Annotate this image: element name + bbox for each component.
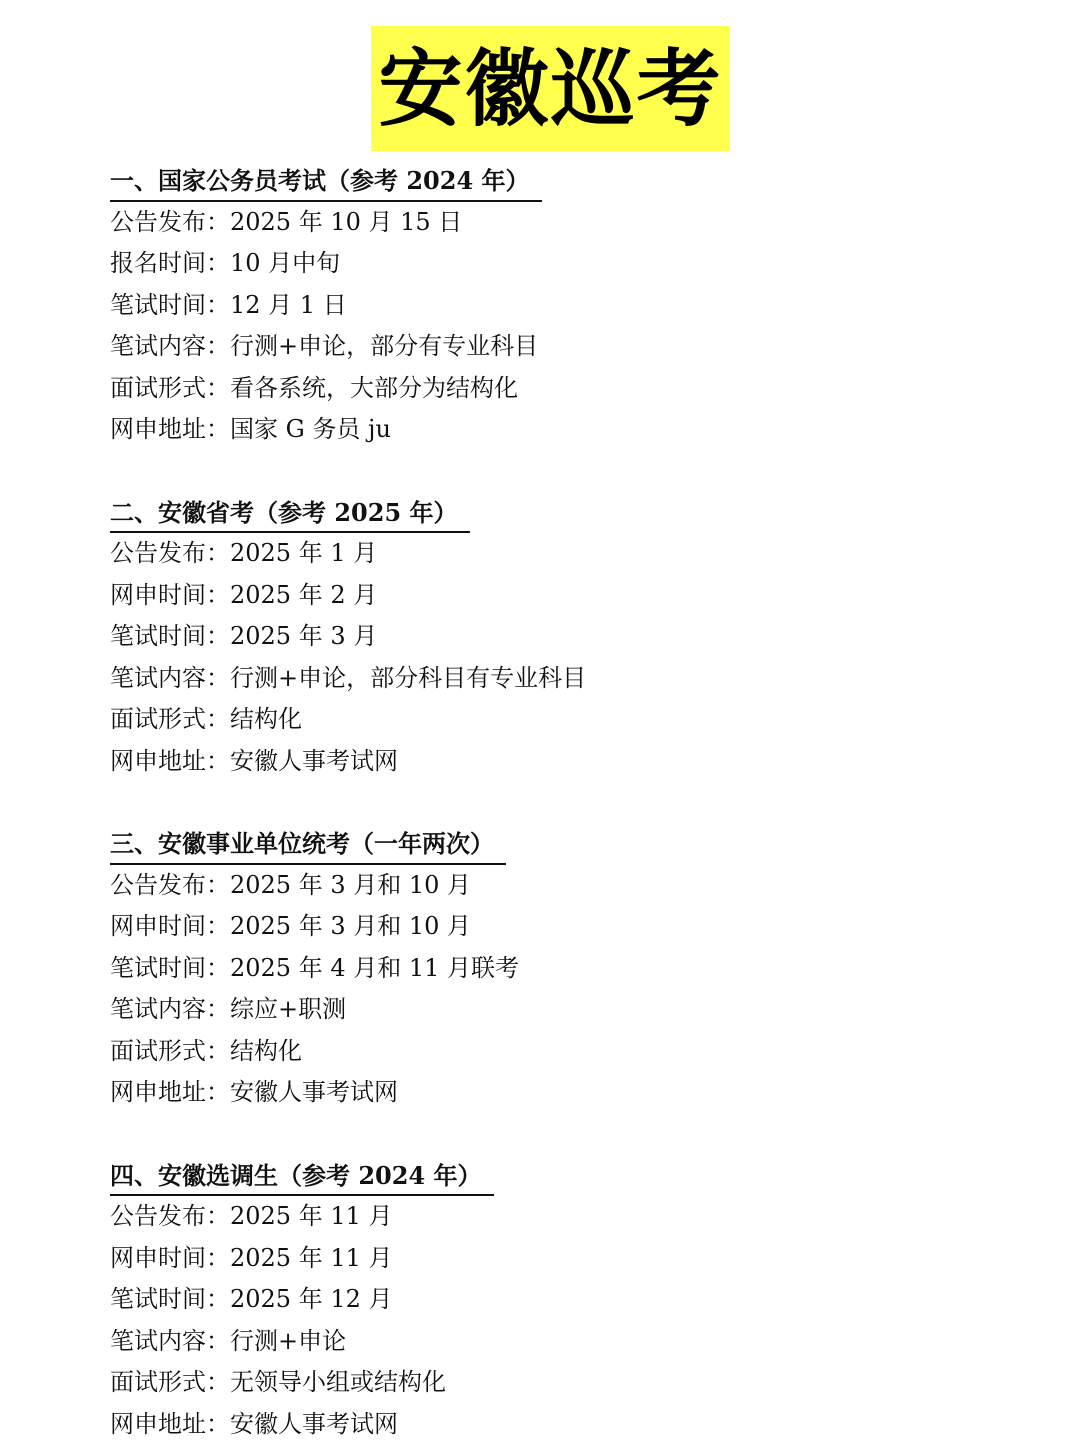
row-value: 10 月中旬 (230, 249, 340, 277)
row-value: 安徽人事考试网 (230, 1078, 398, 1106)
row-value: 2025 年 3 月 (230, 622, 377, 650)
info-row (110, 865, 1050, 907)
row-value: 国家 G 务员 ju (230, 415, 391, 443)
row-label: 网申时间： (110, 1244, 230, 1272)
row-label: 网申地址： (110, 747, 230, 775)
row-value: 行测+申论，部分科目有专业科目 (230, 664, 586, 692)
row-label: 笔试内容： (110, 1327, 230, 1355)
info-row (110, 1404, 1050, 1445)
page-title: 安徽巡考 (378, 47, 722, 131)
info-row (110, 616, 1050, 658)
row-value: 2025 年 2 月 (230, 581, 377, 609)
row-label: 面试形式： (110, 705, 230, 733)
row-label: 笔试内容： (110, 332, 230, 360)
row-label: 笔试时间： (110, 1285, 230, 1313)
row-label: 笔试内容： (110, 995, 230, 1023)
info-row (110, 699, 1050, 741)
info-row (110, 326, 1050, 368)
row-value: 安徽人事考试网 (230, 1410, 398, 1438)
section-heading: 一、国家公务员考试（参考 2024 年） (110, 160, 542, 202)
row-value: 结构化 (230, 1037, 302, 1065)
row-label: 面试形式： (110, 1037, 230, 1065)
row-label: 公告发布： (110, 871, 230, 899)
row-label: 笔试内容： (110, 664, 230, 692)
row-label: 网申地址： (110, 1078, 230, 1106)
row-value: 安徽人事考试网 (230, 747, 398, 775)
row-value: 2025 年 11 月 (230, 1244, 393, 1272)
row-label: 面试形式： (110, 1368, 230, 1396)
row-value: 结构化 (230, 705, 302, 733)
info-row (110, 409, 1050, 451)
row-value: 2025 年 10 月 15 日 (230, 208, 462, 236)
section-anhui-public-institution-exam (110, 823, 1050, 1114)
row-value: 12 月 1 日 (230, 291, 347, 319)
row-value: 2025 年 4 月和 11 月联考 (230, 954, 519, 982)
row-label: 笔试时间： (110, 622, 230, 650)
section-heading: 二、安徽省考（参考 2025 年） (110, 492, 470, 534)
section-heading: 三、安徽事业单位统考（一年两次） (110, 823, 506, 865)
title-highlight (371, 26, 730, 151)
info-row (110, 948, 1050, 990)
row-label: 笔试时间： (110, 291, 230, 319)
info-row (110, 243, 1050, 285)
row-value: 无领导小组或结构化 (230, 1368, 446, 1396)
info-row (110, 285, 1050, 327)
row-label: 网申时间： (110, 912, 230, 940)
row-label: 网申地址： (110, 1410, 230, 1438)
info-row (110, 368, 1050, 410)
section-national-civil-service (110, 160, 1050, 451)
info-row (110, 1362, 1050, 1404)
row-value: 综应+职测 (230, 995, 346, 1023)
info-row (110, 202, 1050, 244)
section-anhui-provincial-exam (110, 492, 1050, 783)
row-value: 行测+申论，部分有专业科目 (230, 332, 538, 360)
row-label: 笔试时间： (110, 954, 230, 982)
info-row (110, 1279, 1050, 1321)
info-row (110, 1238, 1050, 1280)
row-label: 报名时间： (110, 249, 230, 277)
info-row (110, 906, 1050, 948)
row-value: 行测+申论 (230, 1327, 346, 1355)
info-row (110, 1031, 1050, 1073)
row-value: 2025 年 12 月 (230, 1285, 393, 1313)
info-row (110, 1321, 1050, 1363)
info-row (110, 658, 1050, 700)
row-label: 公告发布： (110, 208, 230, 236)
row-label: 公告发布： (110, 1202, 230, 1230)
info-row (110, 575, 1050, 617)
info-row (110, 1196, 1050, 1238)
info-row (110, 989, 1050, 1031)
row-value: 2025 年 1 月 (230, 539, 377, 567)
row-value: 看各系统，大部分为结构化 (230, 374, 518, 402)
row-label: 面试形式： (110, 374, 230, 402)
row-value: 2025 年 3 月和 10 月 (230, 871, 471, 899)
row-label: 网申地址： (110, 415, 230, 443)
row-value: 2025 年 3 月和 10 月 (230, 912, 471, 940)
document-body (110, 160, 1050, 1445)
row-value: 2025 年 11 月 (230, 1202, 393, 1230)
info-row (110, 533, 1050, 575)
section-heading: 四、安徽选调生（参考 2024 年） (110, 1155, 494, 1197)
info-row (110, 741, 1050, 783)
row-label: 网申时间： (110, 581, 230, 609)
section-anhui-selected-graduates (110, 1155, 1050, 1445)
info-row (110, 1072, 1050, 1114)
row-label: 公告发布： (110, 539, 230, 567)
